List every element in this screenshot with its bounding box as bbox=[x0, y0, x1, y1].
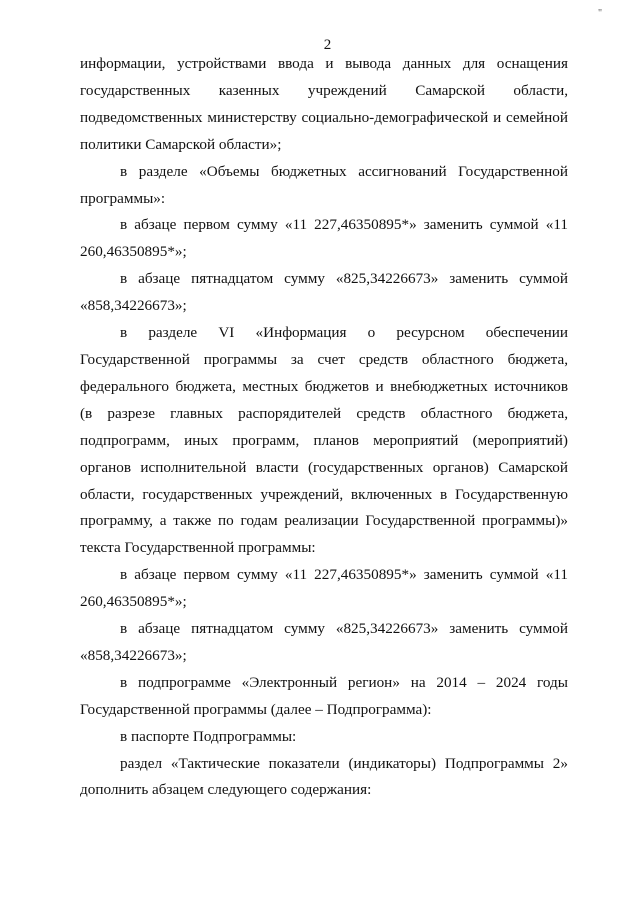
paragraph: в разделе «Объемы бюджетных ассигнований Государственной программы»: bbox=[80, 162, 568, 207]
paragraph: в абзаце пятнадцатом сумму «825,34226673» заменить суммой «858,34226673»; bbox=[80, 270, 568, 315]
page-number: 2 bbox=[323, 37, 332, 53]
paragraph: раздел «Тактические показатели (индикаторы) Подпрограммы 2» дополнить абзацем следующего содержания: bbox=[80, 754, 568, 799]
document-body bbox=[80, 51, 568, 804]
paragraph: в подпрограмме «Электронный регион» на 2014 – 2024 годы Государственной программы (далее – Подпрограмма): bbox=[80, 673, 568, 718]
scan-mark: " bbox=[598, 8, 603, 19]
paragraph: в абзаце пятнадцатом сумму «825,34226673» заменить суммой «858,34226673»; bbox=[80, 620, 568, 664]
paragraph: в абзаце первом сумму «11 227,46350895*» заменить суммой «11 260,46350895*»; bbox=[80, 566, 568, 611]
paragraph: в паспорте Подпрограммы: bbox=[120, 727, 297, 745]
paragraph: в разделе VI «Информация о ресурсном обеспечении Государственной программы за счет средств областного бюджета, федерального бюджета, местных бюджетов и внебюджетных источников (в разрезе главных распорядителей средств областного бюджета, подпрограмм, иных программ, планов мероприятий (мероприятий) органов исполнительной власти (государственных органов) Самарской области, государственных учреждений, включенных в Государственную программу, а также по годам реализации Государственной программы)» текста Государственной программы: bbox=[80, 324, 568, 557]
paragraph: информации, устройствами ввода и вывода данных для оснащения государственных казенных учреждений Самарской области, подведомственных министерству социально-демографической и семейной политики Самарской области»; bbox=[80, 55, 568, 153]
paragraph: в абзаце первом сумму «11 227,46350895*» заменить суммой «11 260,46350895*»; bbox=[80, 216, 568, 261]
